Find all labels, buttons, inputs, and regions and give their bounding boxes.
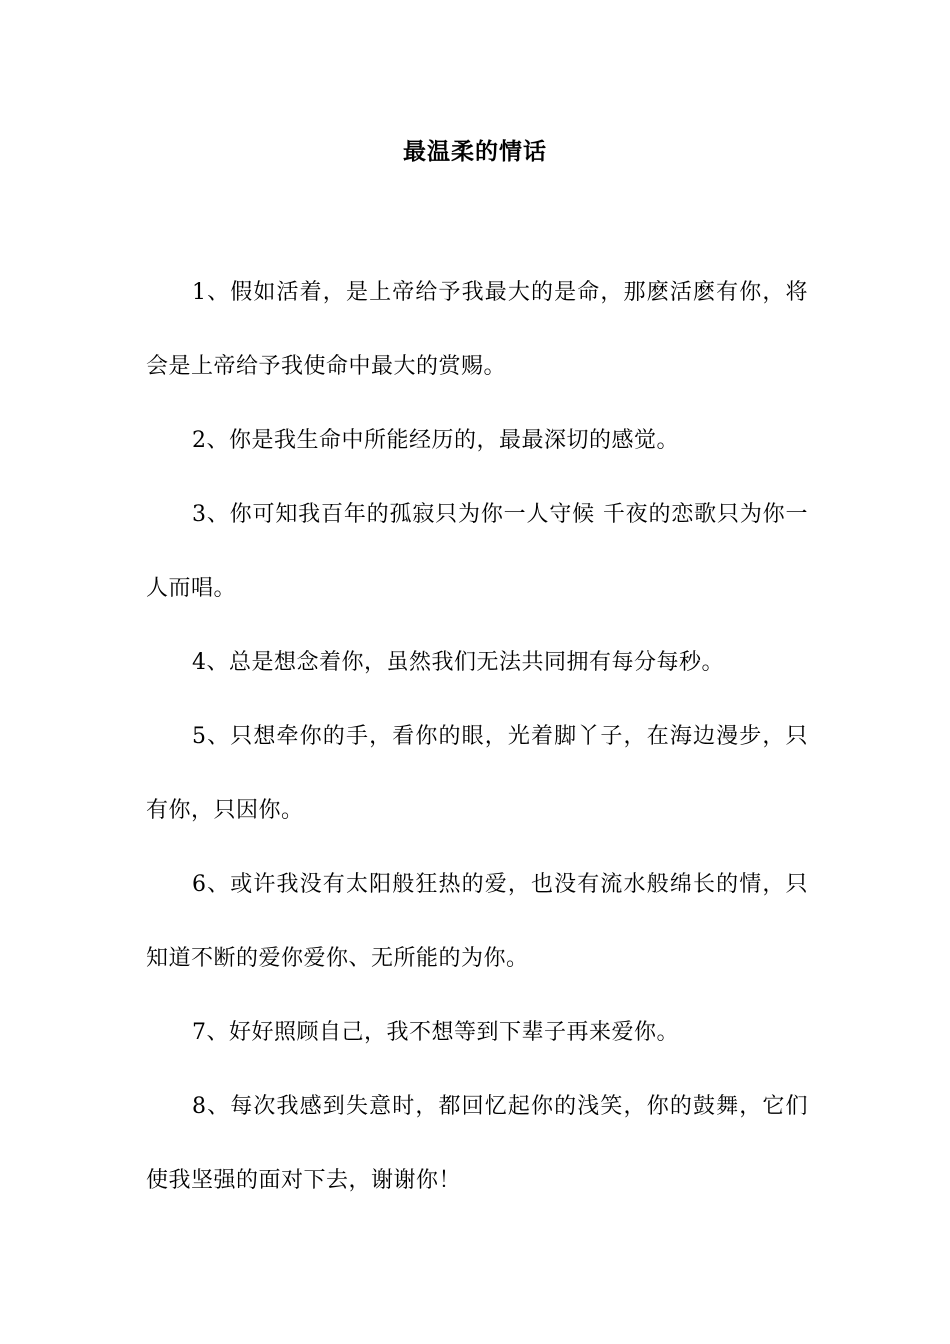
paragraph-8: 8、每次我感到失意时，都回忆起你的浅笑，你的鼓舞，它们使我坚强的面对下去，谢谢你！ xyxy=(146,1094,808,1193)
paragraph-6: 6、或许我没有太阳般狂热的爱，也没有流水般绵长的情，只知道不断的爱你爱你、无所能的为你。 xyxy=(146,872,808,971)
document-title: 最温柔的情话 xyxy=(403,139,547,165)
document-body xyxy=(146,256,808,1218)
paragraph-4: 4、总是想念着你，虽然我们无法共同拥有每分每秒。 xyxy=(192,650,724,675)
paragraph-3: 3、你可知我百年的孤寂只为你一人守候 千夜的恋歌只为你一人而唱。 xyxy=(146,502,808,601)
paragraph-1: 1、假如活着，是上帝给予我最大的是命，那麽活麽有你，将会是上帝给予我使命中最大的赏赐。 xyxy=(146,280,808,379)
paragraph-5: 5、只想牵你的手，看你的眼，光着脚丫子，在海边漫步，只有你，只因你。 xyxy=(146,724,808,823)
paragraph-7: 7、好好照顾自己，我不想等到下辈子再来爱你。 xyxy=(192,1020,679,1045)
paragraph-2: 2、你是我生命中所能经历的，最最深切的感觉。 xyxy=(192,428,679,453)
